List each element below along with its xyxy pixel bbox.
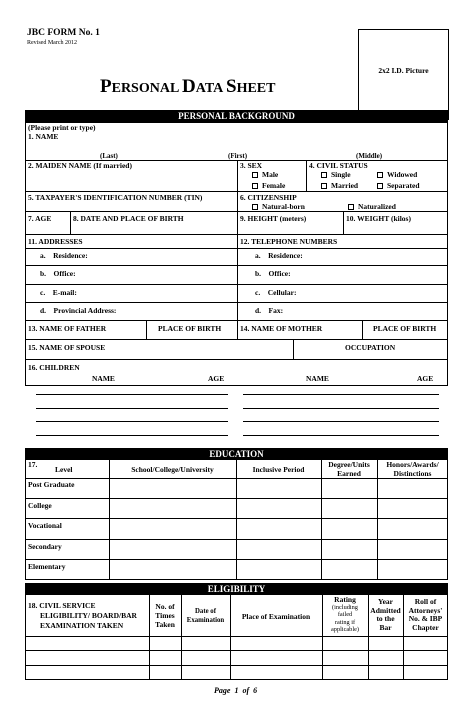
section-personal-background: PERSONAL BACKGROUND xyxy=(25,110,448,122)
address-provincial[interactable]: d. Provincial Address: xyxy=(40,306,117,315)
maiden-name-label: 2. MAIDEN NAME (If married) xyxy=(28,161,132,170)
child-line[interactable] xyxy=(36,394,228,395)
edu-row-label: Post Graduate xyxy=(28,480,75,489)
occupation-label: OCCUPATION xyxy=(345,343,396,352)
elig-col-year-bar: Year Admitted to the Bar xyxy=(370,597,401,632)
father-label: 13. NAME OF FATHER xyxy=(28,324,107,333)
checkbox-icon xyxy=(377,172,383,178)
elig-col-exam: 18. CIVIL SERVICE ELIGIBILITY/ BOARD/BAR EXAMINATION TAKEN xyxy=(28,601,137,630)
name-label: 1. NAME xyxy=(28,132,59,141)
id-picture-label: 2x2 I.D. Picture xyxy=(378,66,429,75)
civil-single[interactable]: Single xyxy=(321,170,351,179)
section-education: EDUCATION xyxy=(25,448,448,460)
page-number: Page 1 of 6 xyxy=(214,686,258,695)
address-office[interactable]: b. Office: xyxy=(40,269,76,278)
elig-col-roll: Roll of Attorneys' No. & IBP Chapter xyxy=(408,597,443,632)
dob-label: 8. DATE AND PLACE OF BIRTH xyxy=(73,214,184,223)
education-col-school: School/College/University xyxy=(131,465,214,474)
phone-office[interactable]: b. Office: xyxy=(255,269,291,278)
edu-row-label: College xyxy=(28,501,52,510)
citizenship-label: 6. CITIZENSHIP xyxy=(240,193,297,202)
revised-date: Revised March 2012 xyxy=(27,40,77,46)
education-col-period: Inclusive Period xyxy=(252,465,305,474)
sex-female[interactable]: Female xyxy=(252,181,285,190)
child-line[interactable] xyxy=(36,408,228,409)
phone-cellular[interactable]: c. Cellular: xyxy=(255,288,297,297)
name-middle: (Middle) xyxy=(356,152,383,160)
education-col-degree: Degree/Units Earned xyxy=(328,460,370,478)
child-line[interactable] xyxy=(243,421,439,422)
child-line[interactable] xyxy=(243,394,439,395)
edu-row-label: Vocational xyxy=(28,521,62,530)
children-label: 16. CHILDREN xyxy=(28,363,80,372)
children-age-col2: AGE xyxy=(417,374,434,383)
child-line[interactable] xyxy=(243,435,439,436)
section-eligibility: ELIGIBILITY xyxy=(25,583,448,595)
elig-col-date: Date of Examination xyxy=(186,608,225,624)
education-col-level: Level xyxy=(55,465,73,474)
civil-separated[interactable]: Separated xyxy=(377,181,420,190)
age-label: 7. AGE xyxy=(28,214,52,223)
civil-status-label: 4. CIVIL STATUS xyxy=(309,161,368,170)
edu-row-label: Elementary xyxy=(28,562,66,571)
name-last: (Last) xyxy=(100,152,118,160)
addresses-label: 11. ADDRESSES xyxy=(28,237,83,246)
height-label: 9. HEIGHT (meters) xyxy=(240,214,307,223)
tin-label: 5. TAXPAYER'S IDENTIFICATION NUMBER (TIN) xyxy=(28,193,203,202)
checkbox-icon xyxy=(321,183,327,189)
address-residence[interactable]: a. Residence: xyxy=(40,251,88,260)
citizenship-natural[interactable]: Natural-born xyxy=(252,202,305,211)
please-print-note: (Please print or type) xyxy=(28,123,96,132)
id-picture-box[interactable] xyxy=(358,29,449,120)
children-age-col1: AGE xyxy=(208,374,225,383)
civil-widowed[interactable]: Widowed xyxy=(377,170,417,179)
checkbox-icon xyxy=(252,183,258,189)
spouse-label: 15. NAME OF SPOUSE xyxy=(28,343,106,352)
telephones-label: 12. TELEPHONE NUMBERS xyxy=(240,237,338,246)
education-col-honors: Honors/Awards/ Distinctions xyxy=(386,460,439,478)
child-line[interactable] xyxy=(36,435,228,436)
checkbox-icon xyxy=(252,204,258,210)
phone-fax[interactable]: d. Fax: xyxy=(255,306,284,315)
civil-married[interactable]: Married xyxy=(321,181,358,190)
education-num: 17. xyxy=(28,460,38,469)
child-line[interactable] xyxy=(36,421,228,422)
checkbox-icon xyxy=(252,172,258,178)
checkbox-icon xyxy=(377,183,383,189)
address-email[interactable]: c. E-mail: xyxy=(40,288,77,297)
citizenship-naturalized[interactable]: Naturalized xyxy=(348,202,396,211)
form-id: JBC FORM No. 1 xyxy=(27,28,100,38)
elig-col-place: Place of Examination xyxy=(241,612,311,621)
weight-label: 10. WEIGHT (kilos) xyxy=(346,214,411,223)
edu-row-label: Secondary xyxy=(28,542,62,551)
checkbox-icon xyxy=(321,172,327,178)
elig-col-rating: Rating (including failed rating if applicable) xyxy=(331,595,359,633)
father-pob-label: PLACE OF BIRTH xyxy=(158,324,222,333)
name-first: (First) xyxy=(228,152,248,160)
phone-residence[interactable]: a. Residence: xyxy=(255,251,303,260)
mother-label: 14. NAME OF MOTHER xyxy=(240,324,323,333)
page-title: PERSONAL DATA SHEET xyxy=(100,76,276,97)
children-name-col2: NAME xyxy=(306,374,329,383)
sex-male[interactable]: Male xyxy=(252,170,278,179)
sex-label: 3. SEX xyxy=(240,161,263,170)
child-line[interactable] xyxy=(243,408,439,409)
checkbox-icon xyxy=(348,204,354,210)
elig-col-times: No. of Times Taken xyxy=(155,602,175,629)
mother-pob-label: PLACE OF BIRTH xyxy=(373,324,437,333)
children-name-col1: NAME xyxy=(92,374,115,383)
